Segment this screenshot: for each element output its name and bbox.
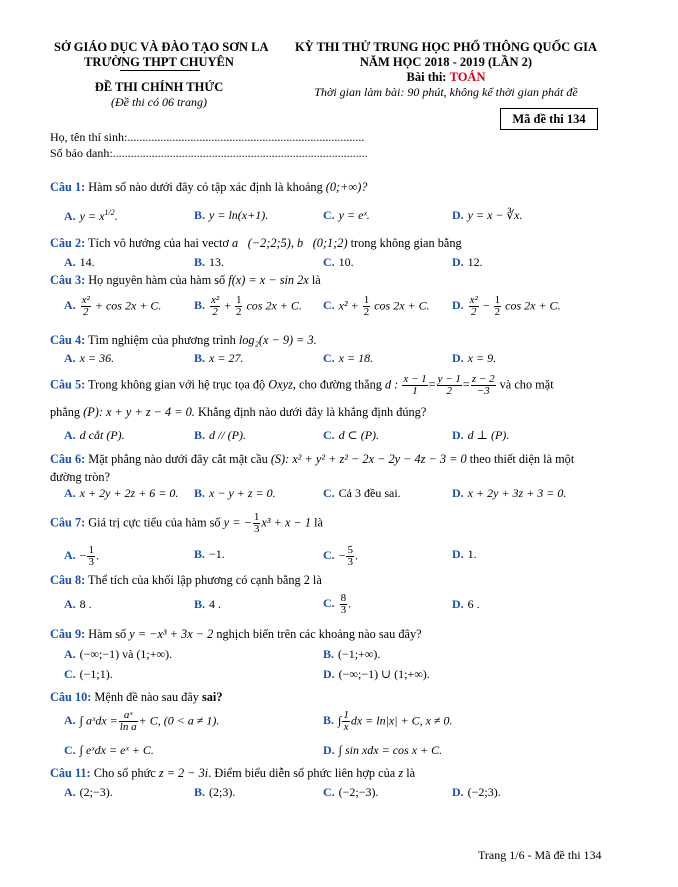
question-text-cont: , cho đường thẳng: [292, 377, 382, 392]
option-sign: −: [79, 548, 87, 563]
question-number: Câu 2:: [50, 236, 86, 250]
question-text-cont: phẳng: [50, 405, 81, 419]
option-text: 10.: [338, 255, 354, 269]
question-math: a⃗(−2;2;5), b⃗(0;1;2): [232, 236, 348, 250]
school-name: TRƯỜNG THPT CHUYÊN: [84, 55, 234, 69]
question-text: Trong không gian với hệ trục tọa độ: [88, 377, 266, 392]
question-text: Tìm nghiệm của phương trình: [88, 333, 236, 347]
q4-option-d: [452, 351, 496, 366]
option-letter: A.: [64, 597, 76, 611]
option-letter: D.: [323, 667, 335, 681]
option-letter: C.: [323, 255, 335, 269]
option-letter: D.: [452, 255, 464, 269]
q7-option-c: C. − $\frac{5}{3}$ .: [323, 544, 358, 568]
option-text: cos 2x + C.: [246, 298, 302, 313]
option-letter: D.: [452, 208, 464, 222]
q5-option-a: [64, 428, 125, 443]
option-letter: C.: [323, 596, 335, 611]
q11-option-b: [194, 785, 235, 800]
q3-option-a: [64, 295, 161, 318]
question-text-cont: theo thiết diện là một: [469, 452, 575, 466]
student-id-field: Số báo danh:.....................................................................................: [50, 146, 368, 160]
option-text: x = 18.: [338, 351, 374, 365]
question-math: Oxyz: [268, 377, 293, 392]
q1-option-d: [452, 208, 523, 223]
option-letter: A.: [64, 548, 76, 563]
option-letter: A.: [64, 255, 76, 269]
q10-option-c: [64, 743, 154, 758]
question-6-line2: đường tròn?: [50, 470, 110, 484]
subject-line: [276, 70, 616, 85]
time-allowed: Thời gian làm bài: 90 phút, không kể thời gian phát đề: [314, 85, 578, 99]
frac-den: 3: [253, 523, 260, 535]
question-text-cont: là: [406, 766, 416, 780]
frac-num: z − 2: [471, 373, 495, 385]
q11-option-c: [323, 785, 379, 800]
option-text: ∫: [338, 713, 342, 728]
question-text-cont: là: [311, 273, 321, 287]
q2-option-b: [194, 255, 224, 270]
frac-den: 3: [347, 556, 353, 568]
q3-option-d: D. $\frac{\text{x²}}{2}$ − $\frac{1}{2}$ cos 2x + C.: [452, 294, 561, 318]
frac-num: 1: [494, 294, 501, 306]
option-text: cos 2x + C.: [505, 298, 561, 313]
question-text-cont: Khẳng định nào dưới đây là khẳng định đúng?: [197, 405, 427, 419]
school-underline: [120, 70, 200, 71]
exam-code-box: [500, 108, 598, 130]
q2-option-d: [452, 255, 483, 270]
option-letter: D.: [452, 547, 464, 561]
question-text: Mệnh đề nào sau đây: [94, 690, 199, 704]
question-number: Câu 3:: [50, 273, 86, 287]
question-math: d :: [384, 377, 399, 392]
option-text: x + 2y + 3z + 3 = 0.: [467, 486, 567, 500]
q1-option-a: A. $y = x^{1/2}$.: [64, 208, 118, 223]
option-text: x = 9.: [467, 351, 497, 365]
option-text: 14.: [79, 255, 95, 269]
option-letter: A.: [64, 351, 76, 365]
q5-option-d: [452, 428, 509, 443]
option-text: d cắt (P).: [79, 428, 125, 442]
question-number: Câu 9:: [50, 627, 86, 641]
question-4: [50, 333, 317, 348]
q6-option-d: [452, 486, 566, 501]
option-letter: C.: [323, 428, 335, 442]
exam-title: KỲ THI THỬ TRUNG HỌC PHỔ THÔNG QUỐC GIA: [294, 40, 598, 54]
option-letter: B.: [194, 785, 206, 799]
option-letter: B.: [323, 713, 335, 728]
question-7: [50, 512, 323, 535]
option-letter: C.: [323, 298, 335, 313]
q7-option-d: [452, 547, 477, 562]
option-text: + C, (0 < a ≠ 1).: [138, 713, 220, 728]
frac-den: 2: [212, 306, 218, 318]
q7-option-a: A. − $\frac{1}{3}$ .: [64, 544, 99, 568]
q2-option-c: [323, 255, 354, 270]
question-9: [50, 627, 422, 642]
option-letter: A.: [64, 713, 76, 728]
option-letter: C.: [64, 667, 76, 681]
question-math: y = −x³ + 3x − 2: [129, 627, 214, 641]
frac-num: y − 1: [437, 373, 461, 385]
question-math: x³ + x − 1: [261, 515, 312, 530]
frac-num: 1: [363, 294, 370, 306]
frac-num: 1: [235, 294, 242, 306]
question-math: z: [398, 766, 404, 780]
option-letter: A.: [64, 298, 76, 313]
option-letter: D.: [452, 785, 464, 799]
q6-option-a: [64, 486, 178, 501]
question-math: f(x) = x − sin 2x: [228, 273, 309, 287]
option-letter: B.: [323, 647, 335, 661]
q3-option-c: C. x² + $\frac{1}{2}$ cos 2x + C.: [323, 294, 430, 318]
option-letter: B.: [194, 208, 206, 222]
option-text: (2;−3).: [79, 785, 113, 799]
frac-den: 2: [471, 306, 477, 318]
option-letter: D.: [452, 428, 464, 442]
q6-option-c: [323, 486, 401, 501]
question-emphasis: sai?: [202, 690, 223, 704]
option-text: x − y + z = 0.: [209, 486, 276, 500]
option-text: 8 .: [79, 597, 92, 611]
question-text: Cho số phức: [93, 766, 156, 780]
option-letter: A.: [64, 428, 76, 442]
option-letter: B.: [194, 547, 206, 561]
frac-den: −3: [476, 385, 490, 397]
question-10: [50, 690, 223, 705]
question-text: Mặt phẳng nào dưới đây cắt mặt cầu: [88, 452, 268, 466]
option-letter: D.: [452, 298, 464, 313]
q8-option-b: [194, 597, 221, 612]
frac-num: x²: [211, 294, 220, 306]
frac-den: 1: [412, 385, 418, 397]
question-2: [50, 236, 462, 251]
q10-option-a: [64, 710, 219, 733]
q8-option-c: C. $\frac{8}{3}$ .: [323, 592, 352, 616]
question-5: Câu 5: Trong không gian với hệ trục tọa độ Oxyz, cho đường thẳng d : $\frac{x - 1}{1}$ = $\frac{y - 1}{2}$ = $\frac{z - 2}{-3}$ và cho mặt: [50, 373, 554, 397]
frac-num: aˣ: [119, 710, 138, 722]
q9-option-d: [323, 667, 430, 682]
option-text: 1.: [467, 547, 477, 561]
option-text: 13.: [209, 255, 225, 269]
q4-option-a: [64, 351, 114, 366]
option-letter: C.: [323, 208, 335, 222]
option-letter: C.: [64, 743, 76, 757]
option-text: x + 2y + 2z + 6 = 0.: [79, 486, 179, 500]
option-text: dx = ln|x| + C, x ≠ 0.: [350, 713, 453, 728]
question-5-line2: [50, 405, 426, 420]
option-letter: A.: [64, 486, 76, 500]
option-text: y = x − ∛x.: [467, 208, 523, 222]
q3-option-b: B. $\frac{\text{x²}}{2}$ + $\frac{1}{2}$ cos 2x + C.: [194, 294, 302, 318]
option-text: 6 .: [467, 597, 480, 611]
question-number: Câu 4:: [50, 333, 86, 347]
question-text: Hàm số nào dưới đây có tập xác định là khoảng: [88, 180, 323, 194]
school-year: NĂM HỌC 2018 - 2019 (LẦN 2): [359, 55, 533, 69]
page-footer: Trang 1/6 - Mã đề thi 134: [478, 848, 602, 862]
question-number: Câu 5:: [50, 377, 86, 392]
option-letter: B.: [194, 298, 206, 313]
q5-option-b: [194, 428, 246, 443]
option-text: Cả 3 đều sai.: [338, 486, 401, 500]
option-letter: B.: [194, 486, 206, 500]
option-text: x² +: [338, 298, 359, 313]
question-number: Câu 7:: [50, 515, 86, 530]
question-text-cont: trong không gian bằng: [350, 236, 462, 250]
option-text: x = 27.: [209, 351, 244, 365]
q9-option-a: [64, 647, 172, 662]
q10-option-b: [323, 710, 453, 733]
frac-num: 1: [253, 511, 260, 523]
option-text: 4 .: [209, 597, 222, 611]
subject-name: TOÁN: [449, 70, 486, 84]
question-text: Giá trị cực tiểu của hàm số: [88, 515, 221, 530]
option-sign: −: [338, 548, 346, 563]
frac-den: x: [343, 721, 349, 733]
question-number: Câu 6:: [50, 452, 86, 466]
option-letter: D.: [452, 351, 464, 365]
q8-option-d: [452, 597, 480, 612]
question-8: [50, 573, 322, 588]
option-text: (−1;1).: [79, 667, 113, 681]
question-math: log₂(x − 9) = 3.: [238, 333, 317, 347]
q5-option-c: [323, 428, 379, 443]
option-text: (2;3).: [209, 785, 236, 799]
question-11: [50, 766, 415, 781]
subject-label: Bài thi:: [406, 70, 447, 84]
q1-option-b: [194, 208, 268, 223]
frac-num: x²: [81, 294, 90, 306]
dept-name: SỞ GIÁO DỤC VÀ ĐÀO TẠO SƠN LA: [54, 40, 269, 54]
q11-option-a: [64, 785, 113, 800]
frac-den: 3: [340, 604, 347, 616]
option-letter: D.: [323, 743, 335, 757]
question-6: [50, 452, 574, 467]
question-math: (0;+∞)?: [325, 180, 368, 194]
option-letter: C.: [323, 486, 335, 500]
option-text: + cos 2x + C.: [94, 298, 162, 313]
frac-den: 3: [88, 556, 94, 568]
option-letter: B.: [194, 351, 206, 365]
question-text-cont: nghịch biến trên các khoảng nào sau đây?: [216, 627, 422, 641]
frac-num: 8: [340, 592, 347, 604]
q11-option-d: [452, 785, 501, 800]
frac-num: x²: [469, 294, 478, 306]
question-text: Thể tích của khối lập phương có cạnh bằng 2 là: [88, 573, 322, 587]
option-text: y = eˣ.: [338, 208, 370, 222]
q8-option-a: [64, 597, 92, 612]
question-math: y = −: [223, 515, 252, 530]
option-exponent: 1/2: [104, 208, 115, 217]
question-1: [50, 180, 367, 195]
question-text: Tích vô hướng của hai vectơ: [88, 236, 229, 250]
question-number: Câu 1:: [50, 180, 86, 194]
option-letter: D.: [452, 597, 464, 611]
question-text: Hàm số: [88, 627, 127, 641]
frac-den: 2: [83, 306, 89, 318]
frac-den: ln a: [119, 721, 137, 733]
q7-option-b: [194, 547, 225, 562]
q9-option-c: [64, 667, 113, 682]
option-text: d ⊂ (P).: [338, 428, 380, 442]
option-text: 12.: [467, 255, 483, 269]
option-letter: C.: [323, 785, 335, 799]
option-text: y = ln(x+1).: [209, 208, 269, 222]
question-3: [50, 273, 321, 288]
option-text: y = x: [79, 209, 105, 223]
option-text: (−∞;−1) ∪ (1;+∞).: [338, 667, 430, 681]
question-math: (S): x² + y² + z² − 2x − 2y − 4z − 3 = 0: [270, 452, 467, 466]
question-math: z = 2 − 3i: [158, 766, 209, 780]
option-text: x = 36.: [79, 351, 115, 365]
option-text: (−1;+∞).: [338, 647, 381, 661]
option-text: (−2;−3).: [338, 785, 379, 799]
question-text-cont: . Điểm biểu diễn số phức liên hợp của: [208, 766, 396, 780]
q10-option-d: [323, 743, 442, 758]
option-text: (−2;3).: [467, 785, 501, 799]
q9-option-b: [323, 647, 380, 662]
question-math: (P): x + y + z − 4 = 0.: [83, 405, 195, 419]
frac-num: 1: [88, 544, 94, 556]
question-text-cont: và cho mặt: [499, 377, 554, 392]
question-number: Câu 8:: [50, 573, 86, 587]
question-number: Câu 11:: [50, 766, 91, 780]
option-letter: B.: [194, 597, 206, 611]
option-letter: A.: [64, 785, 76, 799]
option-text: cos 2x + C.: [374, 298, 430, 313]
option-letter: C.: [323, 548, 335, 563]
page-count: (Đề thi có 06 trang): [111, 95, 207, 109]
option-text: (−∞;−1) và (1;+∞).: [79, 647, 173, 661]
frac-den: 2: [446, 385, 453, 397]
option-text: ∫ aˣdx =: [79, 713, 118, 728]
frac-num: x − 1: [403, 373, 427, 385]
frac-num: 1: [343, 709, 349, 721]
question-text: Họ nguyên hàm của hàm số: [88, 273, 226, 287]
question-text-cont: là: [314, 515, 323, 530]
option-text: −1.: [209, 547, 225, 561]
option-letter: D.: [452, 486, 464, 500]
q2-option-a: [64, 255, 95, 270]
q1-option-c: [323, 208, 370, 223]
q4-option-b: [194, 351, 243, 366]
student-name-field: Họ, tên thí sinh:...............................................................................: [50, 130, 365, 144]
q6-option-b: [194, 486, 276, 501]
q4-option-c: [323, 351, 373, 366]
option-letter: B.: [194, 255, 206, 269]
question-number: Câu 10:: [50, 690, 92, 704]
option-letter: B.: [194, 428, 206, 442]
option-letter: A.: [64, 647, 76, 661]
option-letter: C.: [323, 351, 335, 365]
official-label: ĐỀ THI CHÍNH THỨC: [94, 80, 224, 94]
option-text: ∫ eˣdx = eˣ + C.: [79, 743, 154, 757]
option-text: d ⊥ (P).: [467, 428, 510, 442]
option-text: d // (P).: [209, 428, 247, 442]
option-text: ∫ sin xdx = cos x + C.: [338, 743, 443, 757]
option-letter: A.: [64, 209, 76, 223]
frac-num: 5: [347, 544, 353, 556]
exam-code: Mã đề thi 134: [512, 112, 586, 126]
